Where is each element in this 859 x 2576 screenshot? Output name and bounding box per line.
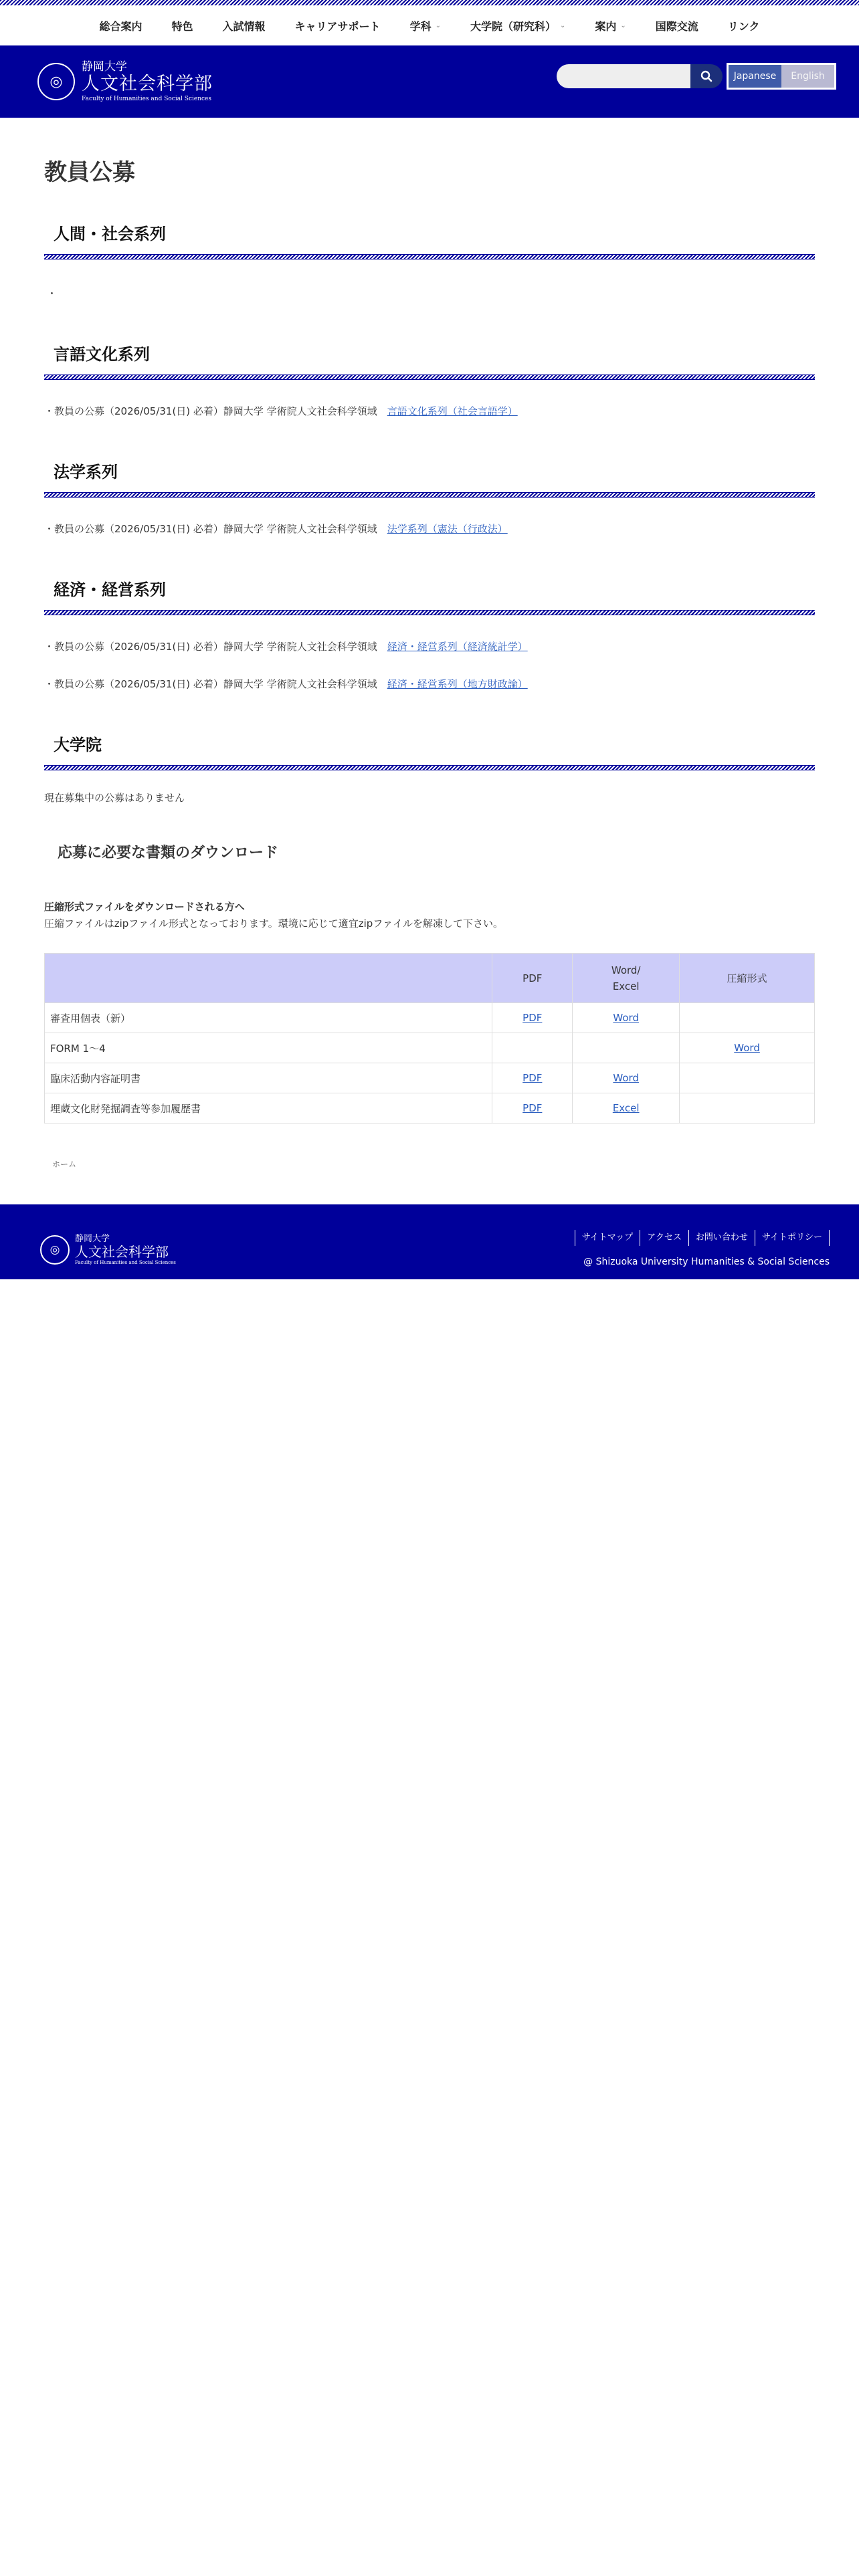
- zip-download-link[interactable]: Word: [734, 1042, 760, 1054]
- col-header-zip: 圧縮形式: [680, 954, 815, 1003]
- word-download-link[interactable]: Word: [613, 1012, 639, 1024]
- pdf-cell: [492, 1003, 573, 1033]
- section-title-humanities: 人間・社会系列: [54, 225, 166, 243]
- col-header-name: [45, 954, 492, 1003]
- col-header-word-excel: [573, 954, 680, 1003]
- position-link[interactable]: 経済・経営系列（地方財政論）: [387, 678, 528, 690]
- section-title-graduate: 大学院: [54, 736, 102, 754]
- site-header: [0, 45, 859, 118]
- main-content: [0, 158, 859, 1170]
- nav-label: 総合案内: [99, 19, 142, 33]
- footer-logo-university: 静岡大学: [75, 1234, 110, 1244]
- item-text: ・教員の公募（2026/05/31(日) 必着）静岡大学 学術院人文社会科学領域: [44, 523, 377, 535]
- breadcrumb: [44, 1158, 815, 1170]
- documents-table: [44, 953, 815, 1123]
- table-row: [45, 1093, 815, 1123]
- download-note: 圧縮ファイルはzipファイル形式となっております。環境に応じて適宜zipファイルを解凍して下さい。: [44, 918, 504, 930]
- zip-cell: [680, 1033, 815, 1063]
- nav-label: リンク: [727, 19, 760, 33]
- pdf-cell: [492, 1093, 573, 1123]
- doc-name: 審査用個表（新）: [45, 1003, 492, 1033]
- list-item: [44, 639, 815, 654]
- col-header-pdf: PDF: [492, 954, 573, 1003]
- logo-university: 静岡大学: [82, 60, 127, 74]
- footer-link-policy[interactable]: サイトポリシー: [755, 1230, 830, 1246]
- doc-name: 臨床活動内容証明書: [45, 1063, 492, 1093]
- section-divider: [44, 765, 815, 770]
- nav-label: 学科: [409, 19, 432, 33]
- download-section-title: 応募に必要な書類のダウンロード: [58, 845, 279, 861]
- nav-label: 大学院（研究科）: [470, 19, 556, 33]
- section-divider: [44, 610, 815, 615]
- footer-link-access[interactable]: アクセス: [640, 1230, 689, 1246]
- position-link[interactable]: 言語文化系列（社会言語学）: [387, 405, 518, 417]
- nav-item-international[interactable]: [641, 18, 713, 33]
- zip-cell: [680, 1093, 815, 1123]
- zip-cell: [680, 1063, 815, 1093]
- nav-item-guide[interactable]: [580, 18, 640, 33]
- lang-english-button[interactable]: English: [781, 65, 834, 88]
- no-openings-note: 現在募集中の公募はありません: [44, 792, 185, 804]
- search-box: [557, 64, 723, 88]
- chevron-down-icon: ⌄: [559, 21, 566, 29]
- nav-item-links[interactable]: [713, 18, 775, 33]
- nav-label: 国際交流: [655, 19, 698, 33]
- footer-logo-faculty: 人文社会科学部: [75, 1244, 169, 1260]
- footer-link-contact[interactable]: お問い合わせ: [689, 1230, 755, 1246]
- word-cell: [573, 1003, 680, 1033]
- footer-logo[interactable]: [40, 1234, 176, 1266]
- item-text: ・教員の公募（2026/05/31(日) 必着）静岡大学 学術院人文社会科学領域: [44, 678, 377, 690]
- logo-faculty-en: Faculty of Humanities and Social Sciences: [82, 96, 211, 102]
- language-switch: [727, 63, 836, 90]
- global-nav: [0, 5, 859, 45]
- pdf-download-link[interactable]: PDF: [522, 1102, 543, 1114]
- header-line: Word/: [611, 964, 641, 976]
- lang-japanese-button[interactable]: Japanese: [729, 65, 781, 88]
- section-title-language: 言語文化系列: [54, 345, 150, 364]
- nav-item-graduate[interactable]: [456, 18, 580, 33]
- excel-cell: [573, 1093, 680, 1123]
- nav-label: 案内: [595, 19, 617, 33]
- university-seal-icon: ◎: [40, 1235, 70, 1265]
- search-input[interactable]: [557, 64, 690, 88]
- section-title-economics: 経済・経営系列: [54, 580, 166, 599]
- table-header-row: [45, 954, 815, 1003]
- pdf-cell: [492, 1033, 573, 1063]
- table-row: [45, 1063, 815, 1093]
- top-decorative-stripe: [0, 0, 859, 5]
- footer-links: [575, 1230, 830, 1246]
- zip-cell: [680, 1003, 815, 1033]
- section-divider: [44, 492, 815, 498]
- list-item: [44, 677, 815, 691]
- position-link[interactable]: 法学系列（憲法（行政法）: [387, 523, 508, 535]
- header-line: Excel: [612, 980, 640, 992]
- nav-item-general[interactable]: [85, 18, 157, 33]
- list-item: ・: [47, 288, 58, 300]
- table-row: [45, 1033, 815, 1063]
- item-text: ・教員の公募（2026/05/31(日) 必着）静岡大学 学術院人文社会科学領域: [44, 641, 377, 653]
- list-item: [44, 404, 815, 419]
- section-divider: [44, 254, 815, 259]
- search-icon: [700, 70, 712, 82]
- chevron-down-icon: ⌄: [435, 21, 441, 29]
- search-button[interactable]: [690, 64, 723, 88]
- nav-label: 特色: [171, 19, 193, 33]
- page-title: 教員公募: [44, 159, 135, 186]
- footer-link-sitemap[interactable]: サイトマップ: [575, 1230, 641, 1246]
- download-subtitle: 圧縮形式ファイルをダウンロードされる方へ: [44, 901, 245, 913]
- copyright: @ Shizuoka University Humanities & Social Sciences: [583, 1257, 830, 1267]
- chevron-down-icon: ⌄: [620, 21, 626, 29]
- list-item: [44, 522, 815, 536]
- nav-label: キャリアサポート: [294, 19, 381, 33]
- nav-item-admissions[interactable]: [208, 18, 280, 33]
- section-divider: [44, 374, 815, 380]
- nav-item-features[interactable]: [157, 18, 208, 33]
- nav-label: 入試情報: [222, 19, 266, 33]
- nav-item-departments[interactable]: [395, 18, 456, 33]
- breadcrumb-home-link[interactable]: ホーム: [52, 1160, 77, 1169]
- site-footer: [0, 1204, 859, 1279]
- item-text: ・教員の公募（2026/05/31(日) 必着）静岡大学 学術院人文社会科学領域: [44, 405, 377, 417]
- pdf-cell: [492, 1063, 573, 1093]
- doc-name: 埋蔵文化財発掘調査等参加履歴書: [45, 1093, 492, 1123]
- site-logo[interactable]: [37, 60, 213, 103]
- university-seal-icon: ◎: [37, 63, 75, 100]
- nav-item-career[interactable]: [280, 18, 395, 33]
- section-title-law: 法学系列: [54, 463, 118, 481]
- pdf-download-link[interactable]: PDF: [522, 1012, 543, 1024]
- word-download-link[interactable]: Word: [613, 1072, 639, 1084]
- logo-faculty: 人文社会科学部: [82, 74, 213, 94]
- word-cell: [573, 1033, 680, 1063]
- excel-download-link[interactable]: Excel: [612, 1102, 640, 1114]
- position-link[interactable]: 経済・経営系列（経済統計学）: [387, 641, 528, 653]
- pdf-download-link[interactable]: PDF: [522, 1072, 543, 1084]
- footer-logo-faculty-en: Faculty of Humanities and Social Sciences: [75, 1260, 176, 1265]
- doc-name: FORM 1〜4: [45, 1033, 492, 1063]
- table-row: [45, 1003, 815, 1033]
- word-cell: [573, 1063, 680, 1093]
